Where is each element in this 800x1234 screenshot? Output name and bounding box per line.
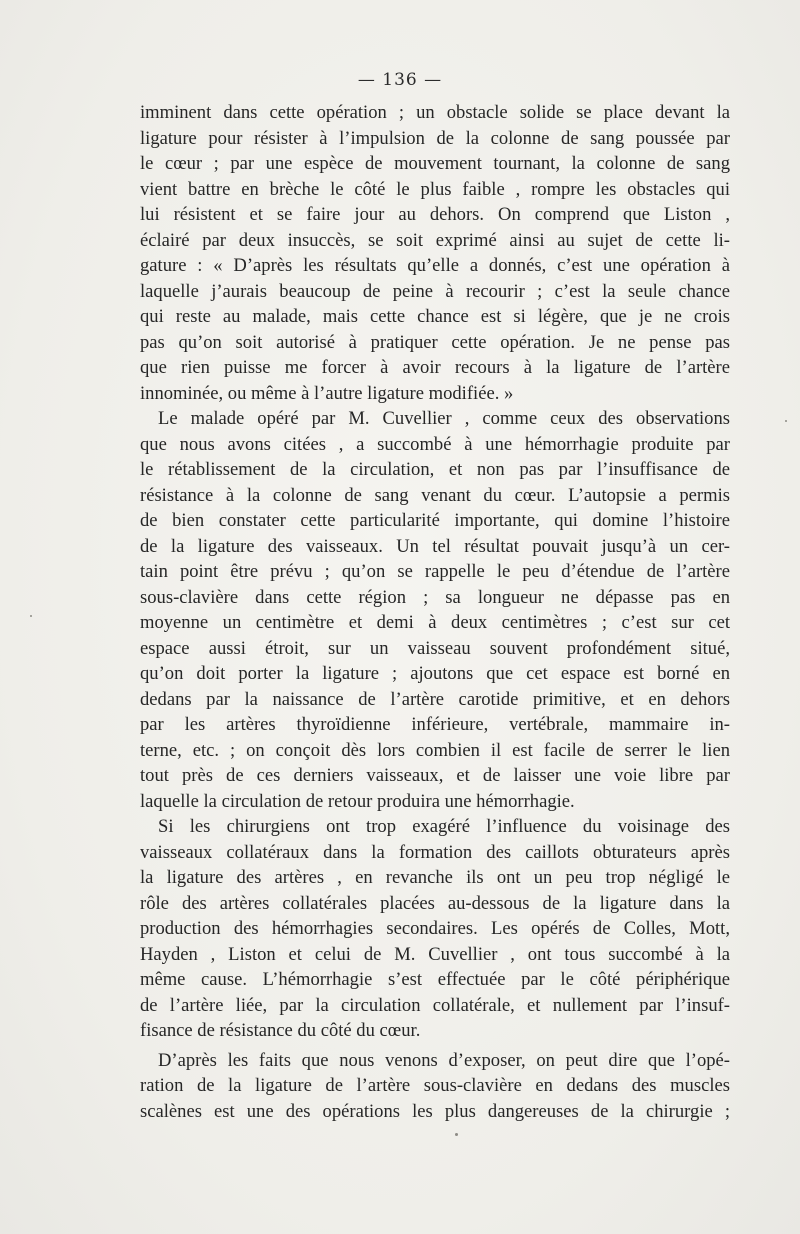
text-line: tout près de ces derniers vaisseaux, et de laisser une voie libre par xyxy=(140,765,730,786)
text-line: laquelle la circulation de retour produira une hémorrhagie. xyxy=(140,790,575,812)
text-line: de la ligature des vaisseaux. Un tel résultat pouvait jusqu’à un cer- xyxy=(140,535,730,557)
text-line: imminent dans cette opération ; un obstacle solide se place devant la xyxy=(140,102,730,123)
page-number: — 136 — xyxy=(357,70,443,90)
paragraph-4 xyxy=(140,1048,730,1125)
body-text xyxy=(140,100,730,1124)
text-line: éclairé par deux insuccès, se soit exprimé ainsi au sujet de cette li- xyxy=(140,229,730,251)
text-line: espace aussi étroit, sur un vaisseau souvent profondément situé, xyxy=(140,637,730,659)
text-line: scalènes est une des opérations les plus dangereuses de la chirurgie ; xyxy=(140,1100,730,1122)
text-line: qu’on doit porter la ligature ; ajoutons que cet espace est borné en xyxy=(140,663,730,684)
paragraph-1 xyxy=(140,100,730,406)
paper-speck xyxy=(30,615,32,617)
text-line: ligature pour résister à l’impulsion de la colonne de sang poussée par xyxy=(140,127,730,149)
text-line: vient battre en brèche le côté le plus faible , rompre les obstacles qui xyxy=(140,178,730,200)
text-line: de bien constater cette particularité importante, qui domine l’histoire xyxy=(140,510,730,531)
text-line: même cause. L’hémorrhagie s’est effectuée par le côté périphérique xyxy=(140,969,730,990)
text-line: le cœur ; par une espèce de mouvement tournant, la colonne de sang xyxy=(140,153,730,174)
text-line: pas qu’on soit autorisé à pratiquer cette opération. Je ne pense pas xyxy=(140,331,730,353)
text-line: qui reste au malade, mais cette chance est si légère, que je ne crois xyxy=(140,306,730,327)
text-line: vaisseaux collatéraux dans la formation des caillots obturateurs après xyxy=(140,841,730,863)
text-line: gature : « D’après les résultats qu’elle a donnés, c’est une opération à xyxy=(140,255,730,276)
text-line: que nous avons citées , a succombé à une hémorrhagie produite par xyxy=(140,433,730,455)
text-line: tain point être prévu ; qu’on se rappelle le peu d’étendue de l’artère xyxy=(140,561,730,582)
text-line: Hayden , Liston et celui de M. Cuvellier , ont tous succombé à la xyxy=(140,943,730,965)
paper-speck xyxy=(455,1133,458,1136)
text-line: terne, etc. ; on conçoit dès lors combien il est facile de serrer le lien xyxy=(140,739,730,761)
text-line: Le malade opéré par M. Cuvellier , comme ceux des observations xyxy=(158,408,730,429)
text-line: Si les chirurgiens ont trop exagéré l’influence du voisinage des xyxy=(158,816,730,837)
text-line: laquelle j’aurais beaucoup de peine à recourir ; c’est la seule chance xyxy=(140,280,730,302)
text-line: de l’artère liée, par la circulation collatérale, et nullement par l’insuf- xyxy=(140,994,730,1016)
text-line: D’après les faits que nous venons d’exposer, on peut dire que l’opé- xyxy=(158,1049,730,1071)
text-line: dedans par la naissance de l’artère carotide primitive, et en dehors xyxy=(140,688,730,710)
text-line: production des hémorrhagies secondaires. Les opérés de Colles, Mott, xyxy=(140,918,730,939)
text-line: lui résistent et se faire jour au dehors. On comprend que Liston , xyxy=(140,204,730,225)
paragraph-3 xyxy=(140,814,730,1044)
text-line: sous-clavière dans cette région ; sa longueur ne dépasse pas en xyxy=(140,586,730,608)
text-line: innominée, ou même à l’autre ligature modifiée. » xyxy=(140,382,514,404)
paper-speck xyxy=(785,420,787,422)
text-line: rôle des artères collatérales placées au-dessous de la ligature dans la xyxy=(140,892,730,914)
text-line: par les artères thyroïdienne inférieure, vertébrale, mammaire in- xyxy=(140,714,730,735)
text-line: ration de la ligature de l’artère sous-clavière en dedans des muscles xyxy=(140,1075,730,1096)
text-line: la ligature des artères , en revanche ils ont un peu trop négligé le xyxy=(140,867,730,888)
paragraph-2 xyxy=(140,406,730,814)
text-line: fisance de résistance du côté du cœur. xyxy=(140,1020,421,1041)
text-line: que rien puisse me forcer à avoir recours à la ligature de l’artère xyxy=(140,357,730,378)
text-line: résistance à la colonne de sang venant du cœur. L’autopsie a permis xyxy=(140,484,730,506)
text-line: moyenne un centimètre et demi à deux centimètres ; c’est sur cet xyxy=(140,612,730,633)
text-line: le rétablissement de la circulation, et non pas par l’insuffisance de xyxy=(140,459,730,480)
